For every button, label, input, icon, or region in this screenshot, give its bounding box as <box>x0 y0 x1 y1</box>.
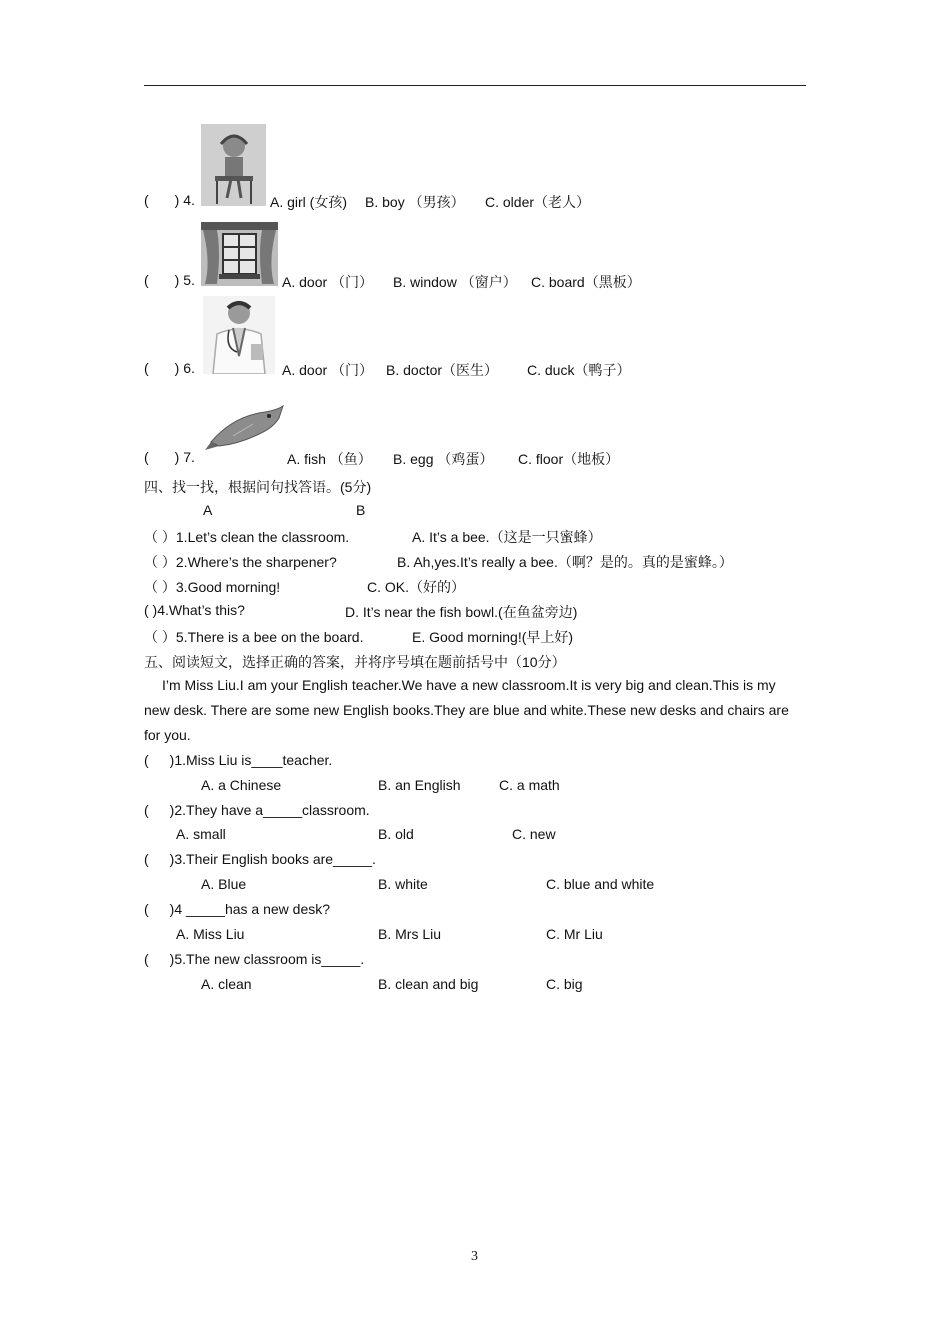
option-b: B. doctor（医生） <box>386 362 499 378</box>
option-b: B. egg （鸡蛋） <box>393 451 494 467</box>
answer-bracket[interactable]: （ ） <box>144 554 176 570</box>
question-number: 7. <box>183 449 195 465</box>
matching-row-4 <box>144 602 245 618</box>
section-4-title: 四、找一找，根据问句找答语。(5分) <box>144 479 372 495</box>
matching-row-3 <box>144 577 280 597</box>
answer-bracket[interactable]: ( ) <box>144 602 158 618</box>
answer-bracket[interactable]: ( <box>144 901 149 917</box>
question-5-row: ( ) 5. <box>144 272 195 288</box>
matching-row-1 <box>144 527 349 547</box>
question-text: 2.They have a_____classroom. <box>174 802 370 818</box>
option-c: C. new <box>512 826 556 842</box>
option-b: B. white <box>378 876 428 892</box>
answer-text: D. It’s near the fish bowl.(在鱼盆旁边) <box>345 604 578 620</box>
girl-on-chair-picture <box>201 124 266 206</box>
reading-question-2: ( )2.They have a_____classroom. <box>144 802 370 818</box>
page-number: 3 <box>471 1249 478 1264</box>
question-text: 4.What’s this? <box>157 602 245 618</box>
answer-text: A. It’s a bee.（这是一只蜜蜂） <box>412 529 602 545</box>
question-text: 4 _____has a new desk? <box>174 901 331 917</box>
question-text: 3.Good morning! <box>175 579 281 595</box>
question-text: 2.Where’s the sharpener? <box>175 554 337 570</box>
answer-text: C. OK.（好的） <box>367 579 466 595</box>
option-c: C. board（黑板） <box>531 274 641 290</box>
option-b: B. old <box>378 826 414 842</box>
option-a: A. Blue <box>201 876 247 892</box>
answer-bracket[interactable]: ( <box>144 192 149 208</box>
answer-text: B. Ah,yes.It’s really a bee.（啊？是的。真的是蜜蜂。） <box>397 554 733 570</box>
answer-bracket[interactable]: ( <box>144 272 149 288</box>
option-a: A. a Chinese <box>201 777 282 793</box>
question-7-row: ( ) 7. <box>144 449 195 465</box>
reading-question-4: ( )4 _____has a new desk? <box>144 901 331 917</box>
answer-bracket[interactable]: （ ） <box>144 579 176 595</box>
answer-bracket[interactable]: ( <box>144 360 149 376</box>
question-text: 3.Their English books are_____. <box>174 851 376 867</box>
question-4-row: ( ) 4. <box>144 192 195 208</box>
answer-text: E. Good morning!(早上好) <box>412 629 574 645</box>
header-rule <box>144 85 806 86</box>
question-text: 5.The new classroom is_____. <box>174 951 365 967</box>
option-a: A. fish （鱼） <box>287 451 372 467</box>
question-6-row: ( ) 6. <box>144 360 195 376</box>
answer-bracket[interactable]: ( <box>144 802 149 818</box>
reading-question-3: ( )3.Their English books are_____. <box>144 851 376 867</box>
question-text: 5.There is a bee on the board. <box>175 629 364 645</box>
reading-question-5: ( )5.The new classroom is_____. <box>144 951 365 967</box>
option-b: B. Mrs Liu <box>378 926 442 942</box>
option-c: C. a math <box>499 777 560 793</box>
answer-bracket[interactable]: ( <box>144 752 149 768</box>
answer-bracket[interactable]: ( <box>144 449 149 465</box>
option-a: A. small <box>176 826 226 842</box>
passage-line: for you. <box>144 727 191 743</box>
fish-picture <box>203 398 287 460</box>
passage-line: new desk. There are some new English books.They are blue and white.These new desks and chairs are <box>144 702 789 718</box>
reading-question-1: ( )1.Miss Liu is____teacher. <box>144 752 333 768</box>
answer-bracket[interactable]: ( <box>144 851 149 867</box>
option-b: B. an English <box>378 777 461 793</box>
option-b: B. boy （男孩） <box>365 194 465 210</box>
option-c: C. blue and white <box>546 876 655 892</box>
answer-bracket[interactable]: （ ） <box>144 529 176 545</box>
window-picture <box>201 222 278 286</box>
option-c: C. Mr Liu <box>546 926 603 942</box>
option-c: C. duck（鸭子） <box>527 362 631 378</box>
option-c: C. older（老人） <box>485 194 591 210</box>
question-number: 5. <box>183 272 195 288</box>
option-b: B. clean and big <box>378 976 479 992</box>
answer-bracket[interactable]: ( <box>144 951 149 967</box>
option-b: B. window （窗户） <box>393 274 517 290</box>
question-text: 1.Miss Liu is____teacher. <box>174 752 333 768</box>
question-number: 6. <box>183 360 195 376</box>
option-c: C. big <box>546 976 583 992</box>
column-b-header: B <box>356 502 366 518</box>
section-5-title: 五、阅读短文，选择正确的答案，并将序号填在题前括号中（10分） <box>144 654 566 670</box>
option-a: A. clean <box>201 976 252 992</box>
option-a: A. door （门） <box>282 274 374 290</box>
matching-row-5 <box>144 627 363 647</box>
option-a: A. girl (女孩) <box>270 194 347 210</box>
passage-line: I’m Miss Liu.I am your English teacher.We have a new classroom.It is very big and clean.This is my <box>162 677 776 693</box>
option-a: A. door （门） <box>282 362 374 378</box>
option-a: A. Miss Liu <box>176 926 245 942</box>
option-c: C. floor（地板） <box>518 451 620 467</box>
matching-row-2 <box>144 552 337 572</box>
answer-bracket[interactable]: （ ） <box>144 629 176 645</box>
question-text: 1.Let’s clean the classroom. <box>175 529 350 545</box>
doctor-picture <box>203 296 275 374</box>
column-a-header: A <box>203 502 213 518</box>
question-number: 4. <box>183 192 195 208</box>
